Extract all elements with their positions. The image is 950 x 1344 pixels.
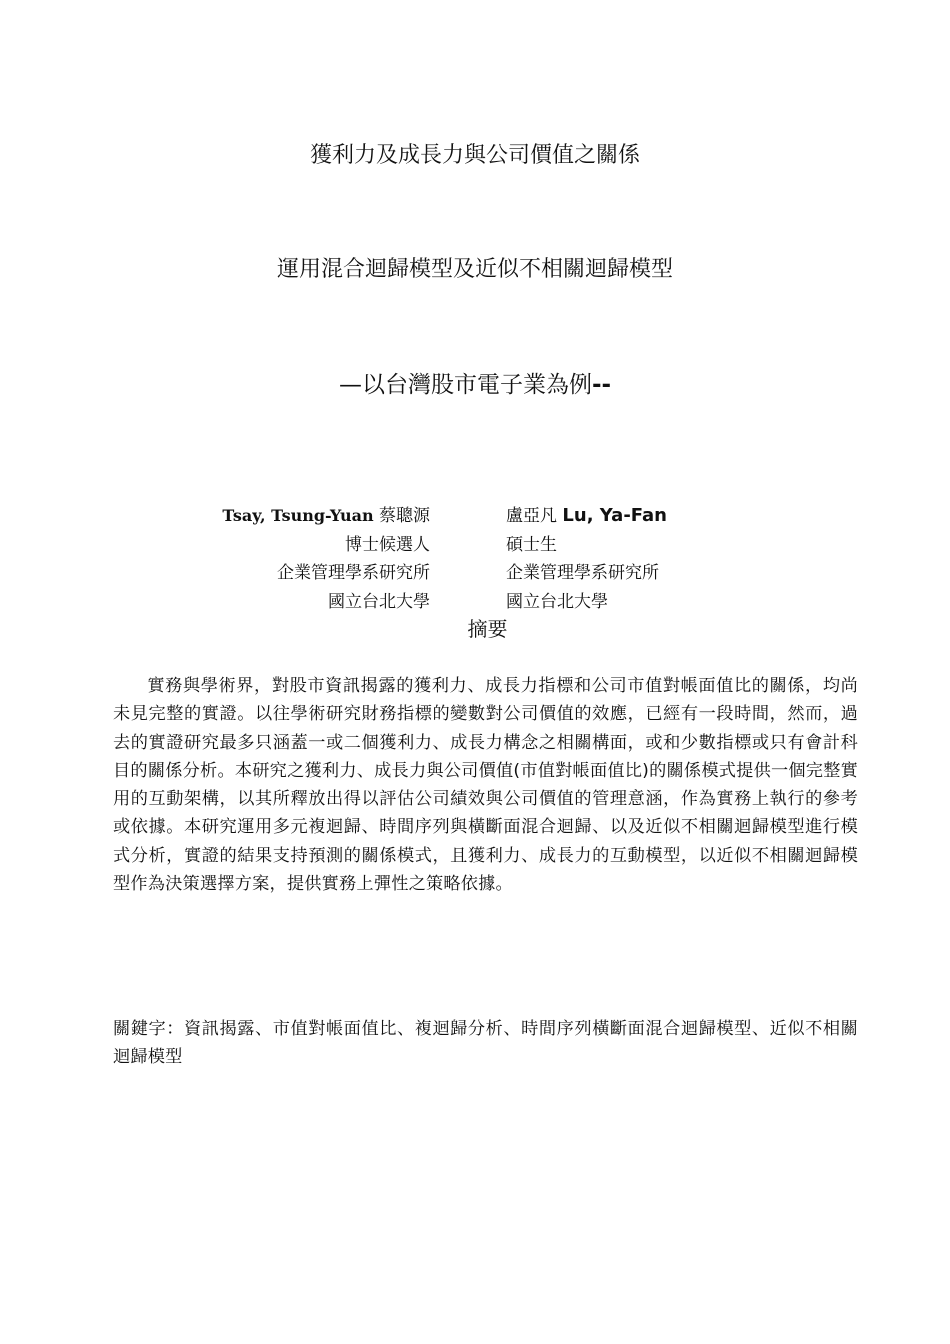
author-right-degree: 碩士生 [506,534,557,555]
keywords-paragraph: 關鍵字：資訊揭露、市值對帳面值比、複迴歸分析、時間序列橫斷面混合迴歸模型、近似不相關迴歸模型 [113,1019,858,1068]
author-left-university: 國立台北大學 [328,591,430,612]
case-subtitle-dashes: -- [591,372,612,398]
author-right-name-cjk: 盧亞凡 [506,506,557,526]
abstract-heading: 摘要 [467,617,508,641]
author-left-degree: 博士候選人 [345,534,430,555]
abstract-body: 實務與學術界，對股市資訊揭露的獲利力、成長力指標和公司市值對帳面值比的關係，均尚未見完整的實證。以往學術研究財務指標的變數對公司價值的效應，已經有一段時間，然而，過去的實證研究最多只涵蓋一或二個獲利力、成長力構念之相關構面，或和少數指標或只有會計科目的關係分析。本研究之獲利力、成長力與公司價值(市值對帳面值比)的關係模式提供一個完整實用的互動架構，以其所釋放出得以評估公司績效與公司價值的管理意涵，作為實務上執行的參考或依據。本研究運用多元複迴歸、時間序列與橫斷面混合迴歸、以及近似不相關迴歸模型進行模式分析，實證的結果支持預測的關係模式，且獲利力、成長力的互動模型，以近似不相關迴歸模型作為決策選擇方案，提供實務上彈性之策略依據。 [113,676,858,895]
author-block-left [222,502,430,616]
paper-subtitle: 運用混合迴歸模型及近似不相關迴歸模型 [276,257,673,282]
author-right-department: 企業管理學系研究所 [506,563,659,583]
author-right-university: 國立台北大學 [506,591,608,612]
author-left-name-latin: Tsay, Tsung-Yuan [222,506,374,525]
paper-case-subtitle [0,370,950,400]
author-block-right [506,502,667,616]
author-left-name [222,502,430,531]
case-subtitle-text: —以台灣股市電子業為例 [338,372,592,398]
author-right-name [506,502,667,531]
author-right-name-latin: Lu, Ya-Fan [562,505,667,526]
author-left-department: 企業管理學系研究所 [277,563,430,583]
paper-title: 獲利力及成長力與公司價值之關係 [309,143,640,168]
author-left-name-cjk: 蔡聰源 [379,506,430,526]
